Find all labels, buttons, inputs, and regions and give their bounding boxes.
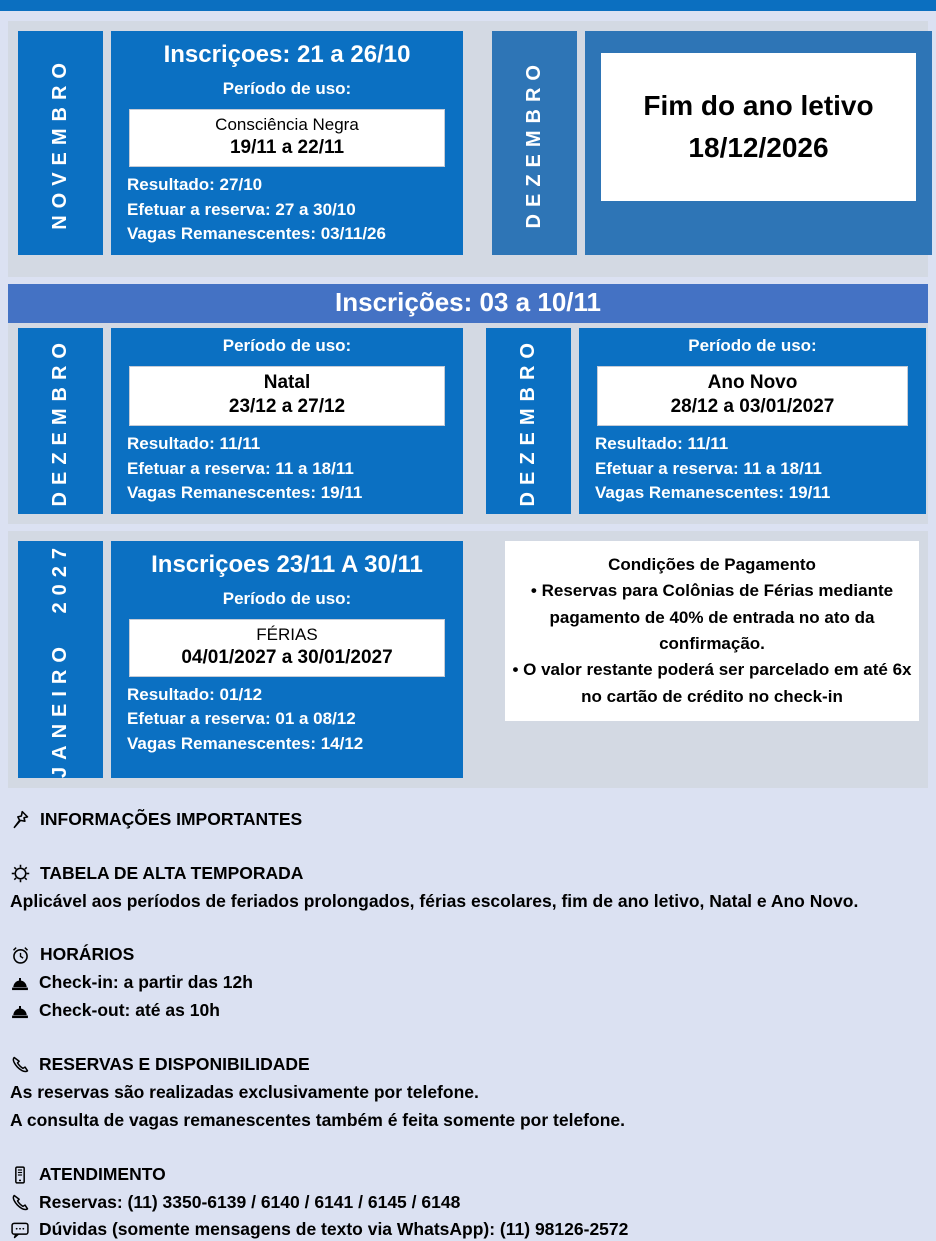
fim-ano-letivo-box	[601, 53, 916, 201]
reserve-line: Efetuar a reserva: 11 a 18/11	[127, 458, 354, 478]
inscriptions-header-bar: Inscrições: 03 a 10/11	[8, 284, 928, 323]
result-line: Resultado: 11/11	[127, 433, 261, 453]
mobile-phone-icon	[10, 1165, 30, 1185]
contact-title: ATENDIMENTO	[39, 1163, 166, 1184]
month-label-novembro	[18, 31, 103, 255]
remaining-line: Vagas Remanescentes: 19/11	[595, 483, 831, 503]
event-box	[129, 619, 445, 677]
card-fim-ano-letivo	[585, 31, 932, 255]
reservations-title: RESERVAS E DISPONIBILIDADE	[39, 1054, 310, 1075]
period-label: Período de uso:	[222, 588, 352, 608]
month-label-janeiro-2027	[18, 541, 103, 778]
pushpin-icon	[10, 809, 31, 830]
reserve-line: Efetuar a reserva: 11 a 18/11	[595, 458, 822, 478]
checkin-line	[10, 972, 922, 994]
payment-line2: • O valor restante poderá ser parcelado em até 6x no cartão de crédito no check-in	[512, 660, 912, 706]
contact-phones-line	[10, 1192, 922, 1214]
payment-line1: • Reservas para Colônias de Férias mediante pagamento de 40% de entrada no ato da confirmação.	[530, 581, 894, 653]
month-label-dezembro	[492, 31, 577, 255]
month-text: JANEIRO 2027	[49, 540, 71, 778]
event-dates: 23/12 a 27/12	[228, 395, 346, 417]
payment-conditions-box	[505, 541, 919, 721]
row-dezembro-section	[8, 284, 928, 524]
reservations-text1: As reservas são realizadas exclusivamente por telefone.	[10, 1081, 479, 1102]
event-name: Consciência Negra	[215, 115, 359, 134]
fim-line1: Fim do ano letivo	[643, 90, 874, 121]
season-body: Aplicável aos períodos de feriados prolongados, férias escolares, fim de ano letivo, Natal e Ano Novo.	[10, 890, 859, 911]
season-body-line	[10, 891, 922, 913]
month-text: DEZEMBRO	[517, 335, 539, 507]
payment-title: Condições de Pagamento	[608, 554, 816, 574]
checkout-line	[10, 1000, 922, 1022]
reservations-line1	[10, 1082, 922, 1104]
reservations-line2	[10, 1110, 922, 1132]
info-title: INFORMAÇÕES IMPORTANTES	[40, 808, 303, 829]
remaining-line: Vagas Remanescentes: 03/11/26	[127, 224, 386, 244]
inscriptions-title: Inscriçoes 23/11 A 30/11	[151, 550, 423, 578]
card-consciencia-negra	[111, 31, 463, 255]
month-text: DEZEMBRO	[523, 57, 545, 229]
month-text: NOVEMBRO	[49, 56, 71, 230]
period-label: Período de uso:	[688, 335, 817, 355]
alarm-clock-icon	[10, 945, 31, 966]
checkout-text: Check-out: até as 10h	[39, 1000, 220, 1021]
fim-line2: 18/12/2026	[688, 132, 829, 163]
event-dates: 04/01/2027 a 30/01/2027	[181, 646, 393, 668]
gear-icon	[10, 863, 31, 884]
card-ferias	[111, 541, 463, 778]
phone-icon	[10, 1055, 30, 1075]
important-info-section	[0, 795, 936, 1241]
result-line: Resultado: 01/12	[127, 684, 263, 704]
month-label-dezembro-anonovo	[486, 328, 571, 514]
event-box	[129, 109, 445, 167]
card-ano-novo	[579, 328, 926, 514]
reservations-title-line	[10, 1054, 922, 1076]
top-accent-strip	[0, 0, 936, 11]
month-text: DEZEMBRO	[49, 335, 71, 507]
service-bell-icon	[10, 1001, 30, 1021]
season-title: TABELA DE ALTA TEMPORADA	[40, 862, 304, 883]
info-title-line	[10, 809, 922, 831]
season-title-line	[10, 863, 922, 885]
checkin-text: Check-in: a partir das 12h	[39, 972, 253, 993]
inscriptions-title: Inscriçoes: 21 a 26/10	[163, 41, 411, 68]
reservations-text2: A consulta de vagas remanescentes também é feita somente por telefone.	[10, 1109, 625, 1130]
result-line: Resultado: 11/11	[595, 433, 729, 453]
month-label-dezembro-natal	[18, 328, 103, 514]
contact-whatsapp-line	[10, 1219, 922, 1241]
event-dates: 19/11 a 22/11	[229, 137, 345, 158]
event-name: Ano Novo	[707, 371, 798, 393]
row-novembro-section	[8, 21, 928, 277]
card-natal	[111, 328, 463, 514]
reserve-line: Efetuar a reserva: 01 a 08/12	[127, 709, 356, 729]
chat-bubble-icon	[10, 1220, 30, 1240]
hours-title-line	[10, 944, 922, 966]
remaining-line: Vagas Remanescentes: 14/12	[127, 734, 364, 754]
period-label: Período de uso:	[222, 335, 352, 355]
hours-title: HORÁRIOS	[40, 944, 135, 965]
reserve-line: Efetuar a reserva: 27 a 30/10	[127, 199, 356, 219]
row-janeiro-section	[8, 531, 928, 788]
remaining-line: Vagas Remanescentes: 19/11	[127, 483, 363, 503]
contact-whatsapp-text: Dúvidas (somente mensagens de texto via WhatsApp): (11) 98126-2572	[39, 1219, 629, 1240]
event-box	[129, 366, 445, 426]
event-name: Natal	[263, 371, 311, 393]
result-line: Resultado: 27/10	[127, 175, 263, 194]
event-box	[597, 366, 908, 426]
event-name: FÉRIAS	[256, 624, 318, 644]
service-bell-icon	[10, 973, 30, 993]
event-dates: 28/12 a 03/01/2027	[670, 395, 835, 417]
contact-title-line	[10, 1164, 922, 1186]
schedule-area	[0, 11, 936, 788]
period-label: Período de uso:	[222, 79, 352, 98]
contact-phones-text: Reservas: (11) 3350-6139 / 6140 / 6141 / 6145 / 6148	[39, 1191, 461, 1212]
phone-icon	[10, 1193, 30, 1213]
